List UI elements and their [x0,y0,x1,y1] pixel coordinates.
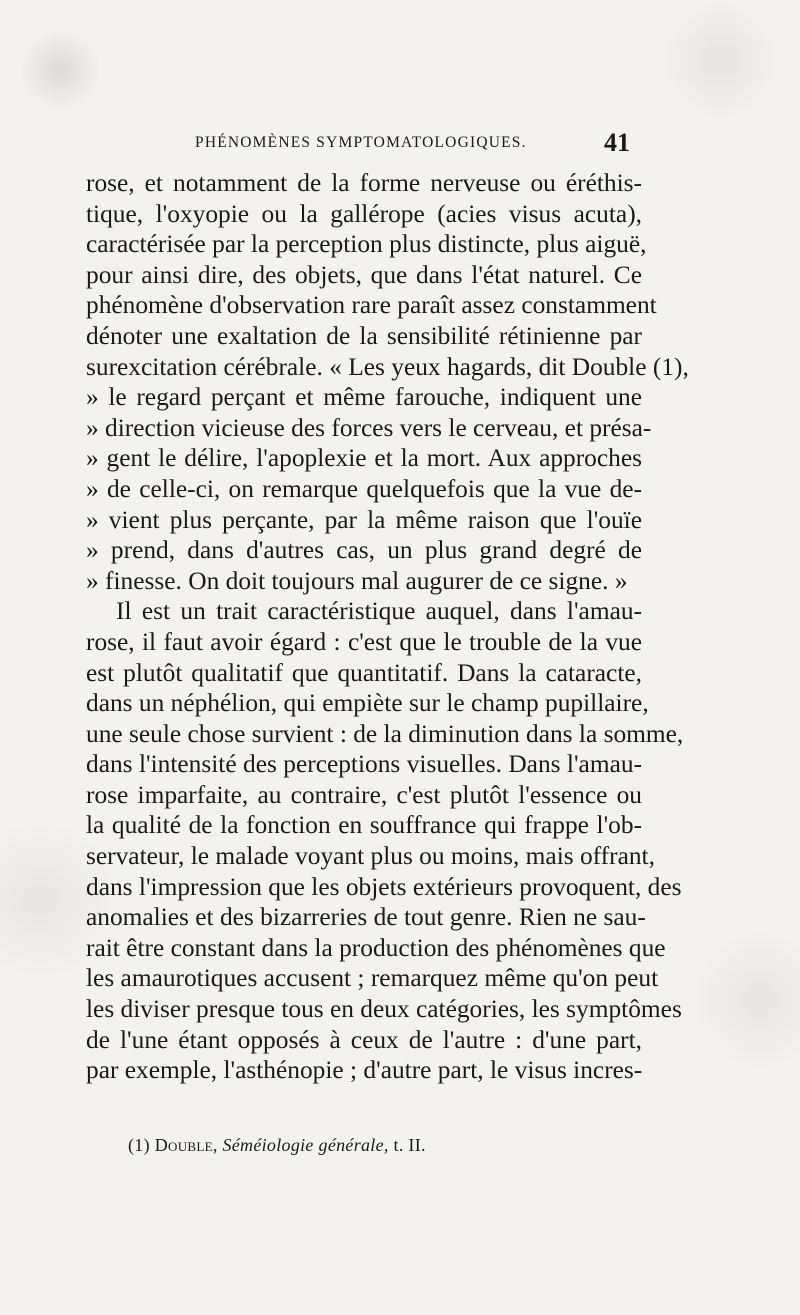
text-line: rose imparfaite, au contraire, c'est plutôt l'essence ou [86,780,642,809]
footnote-title: Séméiologie générale, [222,1135,389,1155]
text-line: dénoter une exaltation de la sensibilité rétinienne par [86,321,642,350]
text-line: la qualité de la fonction en souffrance qui frappe l'ob- [86,811,642,840]
footnote-volume: t. II. [393,1135,426,1155]
text-line: tique, l'oxyopie ou la gallérope (acies visus acuta), [86,199,642,228]
text-line: anomalies et des bizarreries de tout genre. Rien ne sau- [86,903,646,932]
text-line: une seule chose survient : de la diminution dans la somme, [86,719,684,748]
text-line: de l'une étant opposés à ceux de l'autre : d'une part, [86,1025,642,1054]
text-line: pour ainsi dire, des objets, que dans l'état naturel. Ce [86,260,642,289]
text-line: rait être constant dans la production des phénomènes que [86,933,666,962]
running-head: PHÉNOMÈNES SYMPTOMATOLOGIQUES. [195,134,527,151]
text-line: » de celle-ci, on remarque quelquefois que la vue de- [86,474,642,503]
text-line: » direction vicieuse des forces vers le cerveau, et présa- [86,413,652,442]
text-line: servateur, le malade voyant plus ou moins, mais offrant, [86,842,655,871]
text-line: Il est un trait caractéristique auquel, dans l'amau- [116,597,642,626]
text-line: » vient plus perçante, par la même raison que l'ouïe [86,505,642,534]
text-line: est plutôt qualitatif que quantitatif. Dans la cataracte, [86,658,642,687]
text-line: les amaurotiques accusent ; remarquez même qu'on peut [86,964,659,993]
text-line: caractérisée par la perception plus distincte, plus aiguë, [86,230,647,259]
footnote [128,1135,426,1156]
page-header [195,130,630,160]
text-line: » gent le délire, l'apoplexie et la mort. Aux approches [86,444,642,473]
text-line: rose, il faut avoir égard : c'est que le trouble de la vue [86,627,642,656]
text-line: phénomène d'observation rare paraît assez constamment [86,291,657,320]
footnote-author: Double, [154,1135,218,1155]
body-text [86,168,689,1086]
text-line: dans un néphélion, qui empiète sur le champ pupillaire, [86,689,649,718]
footnote-marker: (1) [128,1135,150,1155]
text-line: dans l'impression que les objets extérieurs provoquent, des [86,872,682,901]
text-line: les diviser presque tous en deux catégories, les symptômes [86,995,682,1024]
text-line: » finesse. On doit toujours mal augurer de ce signe. » [86,566,628,595]
page-number: 41 [604,128,630,157]
text-line: » prend, dans d'autres cas, un plus grand degré de [86,536,642,565]
text-line: surexcitation cérébrale. « Les yeux hagards, dit Double (1), [86,352,689,381]
text-line: » le regard perçant et même farouche, indiquent une [86,383,642,412]
text-line: dans l'intensité des perceptions visuelles. Dans l'amau- [86,750,642,779]
text-line: par exemple, l'asthénopie ; d'autre part, le visus incres- [86,1056,643,1085]
text-line: rose, et notamment de la forme nerveuse ou éréthis- [86,169,642,197]
